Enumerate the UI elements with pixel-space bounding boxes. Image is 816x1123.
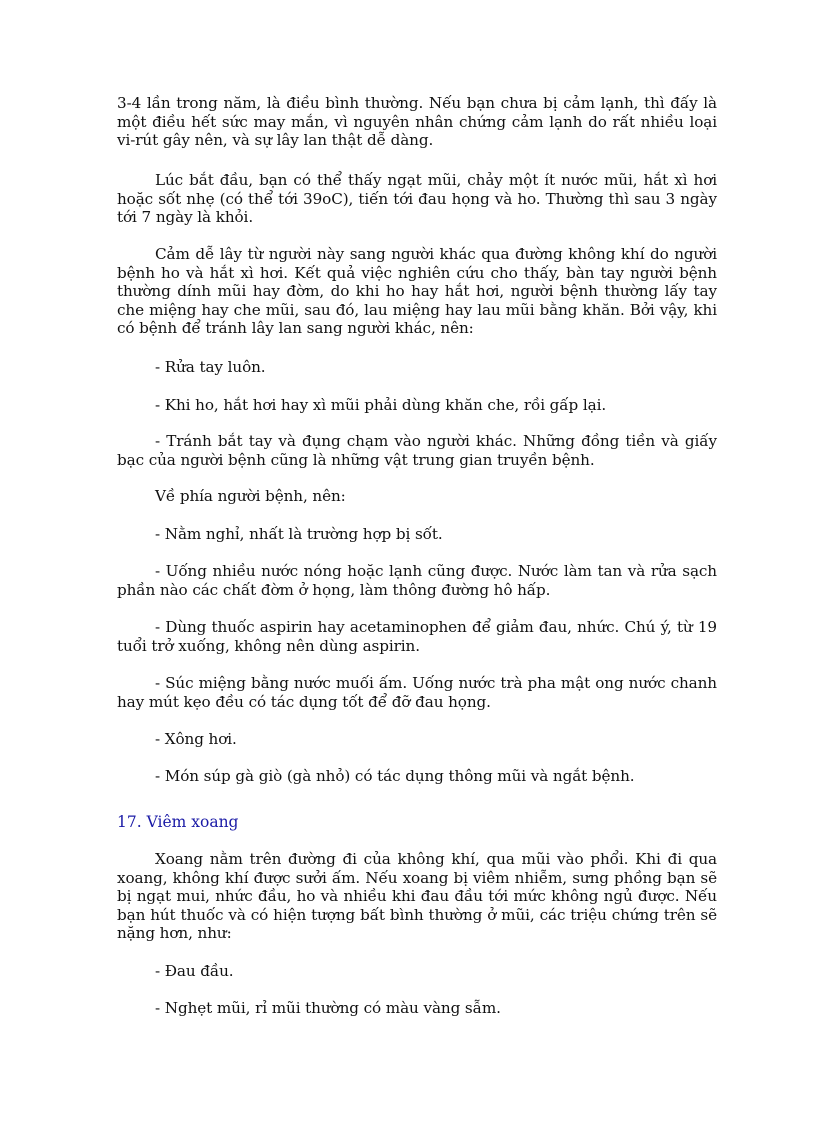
paragraph-gargle: - Súc miệng bằng nước muối ấm. Uống nước trà pha mật ong nước chanh hay mút kẹo đều có tác dụng tốt để đỡ đau họng. (117, 674, 717, 711)
paragraph-cold-transmission: Cảm dễ lây từ người này sang người khác qua đường không khí do người bệnh ho và hắt xì hơi. Kết quả việc nghiên cứu cho thấy, bàn tay người bệnh thường dính mũi hay đờm, do khi ho hay hắt hơi, người bệnh thường lấy tay che miệng hay che mũi, sau đó, lau miệng hay lau mũi bằng khăn. Bởi vậy, khi có bệnh để tránh lây lan sang người khác, nên: (117, 245, 717, 337)
list-item-steam: - Xông hơi. (155, 730, 237, 748)
list-item-headache: - Đau đầu. (155, 962, 234, 980)
paragraph-cold-symptoms: Lúc bắt đầu, bạn có thể thấy ngạt mũi, chảy một ít nước mũi, hắt xì hơi hoặc sốt nhẹ (có thể tới 39oC), tiến tới đau họng và ho. Thường thì sau 3 ngày tới 7 ngày là khỏi. (117, 171, 717, 226)
paragraph-for-patient: Về phía người bệnh, nên: (155, 487, 346, 505)
paragraph-avoid-contact: - Tránh bắt tay và đụng chạm vào người khác. Những đồng tiền và giấy bạc của người bệnh cũng là những vật trung gian truyền bệnh. (117, 432, 717, 469)
paragraph-sinusitis-intro: Xoang nằm trên đường đi của không khí, qua mũi vào phổi. Khi đi qua xoang, không khí được sưởi ấm. Nếu xoang bị viêm nhiễm, sưng phồng bạn sẽ bị ngạt mui, nhức đầu, ho và nhiều khi đau đầu tới mức không ngủ được. Nếu bạn hút thuốc và có hiện tượng bất bình thường ở mũi, các triệu chứng trên sẽ nặng hơn, như: (117, 850, 717, 942)
paragraph-drink-water: - Uống nhiều nước nóng hoặc lạnh cũng được. Nước làm tan và rửa sạch phần nào các chất đờm ở họng, làm thông đường hô hấp. (117, 562, 717, 599)
section-heading-sinusitis: 17. Viêm xoang (117, 813, 239, 831)
list-item-nasal-congestion: - Nghẹt mũi, rỉ mũi thường có màu vàng sẫm. (155, 999, 501, 1017)
list-item-cover-cough: - Khi ho, hắt hơi hay xì mũi phải dùng khăn che, rồi gấp lại. (155, 396, 607, 414)
list-item-wash-hands: - Rửa tay luôn. (155, 358, 266, 376)
list-item-chicken-soup: - Món súp gà giò (gà nhỏ) có tác dụng thông mũi và ngắt bệnh. (155, 767, 635, 785)
paragraph-aspirin: - Dùng thuốc aspirin hay acetaminophen để giảm đau, nhức. Chú ý, từ 19 tuổi trở xuống, không nên dùng aspirin. (117, 618, 717, 655)
paragraph-common-cold-intro: 3-4 lần trong năm, là điều bình thường. Nếu bạn chưa bị cảm lạnh, thì đấy là một điều hết sức may mắn, vì nguyên nhân chứng cảm lạnh do rất nhiều loại vi-rút gây nên, và sự lây lan thật dễ dàng. (117, 94, 717, 149)
list-item-rest: - Nằm nghỉ, nhất là trường hợp bị sốt. (155, 525, 443, 543)
